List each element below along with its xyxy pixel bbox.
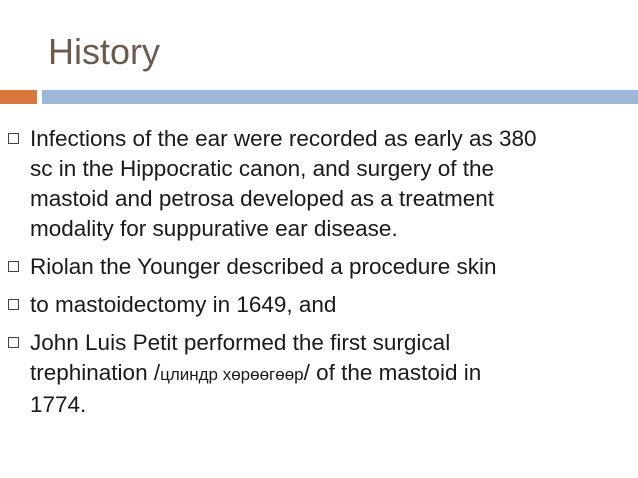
title-divider-bar	[42, 90, 638, 104]
bullet-line: John Luis Petit performed the first surgical	[30, 330, 451, 355]
bullet-item	[0, 328, 630, 420]
bullet-line: 1774.	[30, 392, 87, 417]
bullet-line: sc in the Hippocratic canon, and surgery of the	[30, 156, 495, 181]
bullet-line: Infections of the ear were recorded as early as 380	[30, 126, 537, 151]
bullet-item	[0, 124, 630, 244]
bullet-line: mastoid and petrosa developed as a treatment	[30, 186, 495, 211]
square-bullet-icon	[8, 299, 19, 310]
bullet-line: modality for suppurative ear disease.	[30, 216, 398, 241]
bullet-text: / of the mastoid in	[303, 360, 482, 385]
bullet-line: Riolan the Younger described a procedure skin	[30, 254, 497, 279]
bullet-item	[0, 290, 630, 320]
square-bullet-icon	[8, 337, 19, 348]
bullet-line	[30, 358, 630, 390]
bullet-text: trephination /	[30, 360, 161, 385]
slide-title: History	[48, 31, 161, 72]
bullet-list	[0, 124, 638, 428]
mongolian-note: цлиндр хөрөөгөөр	[160, 365, 304, 384]
square-bullet-icon	[8, 261, 19, 272]
square-bullet-icon	[8, 133, 19, 144]
bullet-line: to mastoidectomy in 1649, and	[30, 292, 337, 317]
title-accent-bar	[0, 90, 37, 104]
bullet-item	[0, 252, 630, 282]
